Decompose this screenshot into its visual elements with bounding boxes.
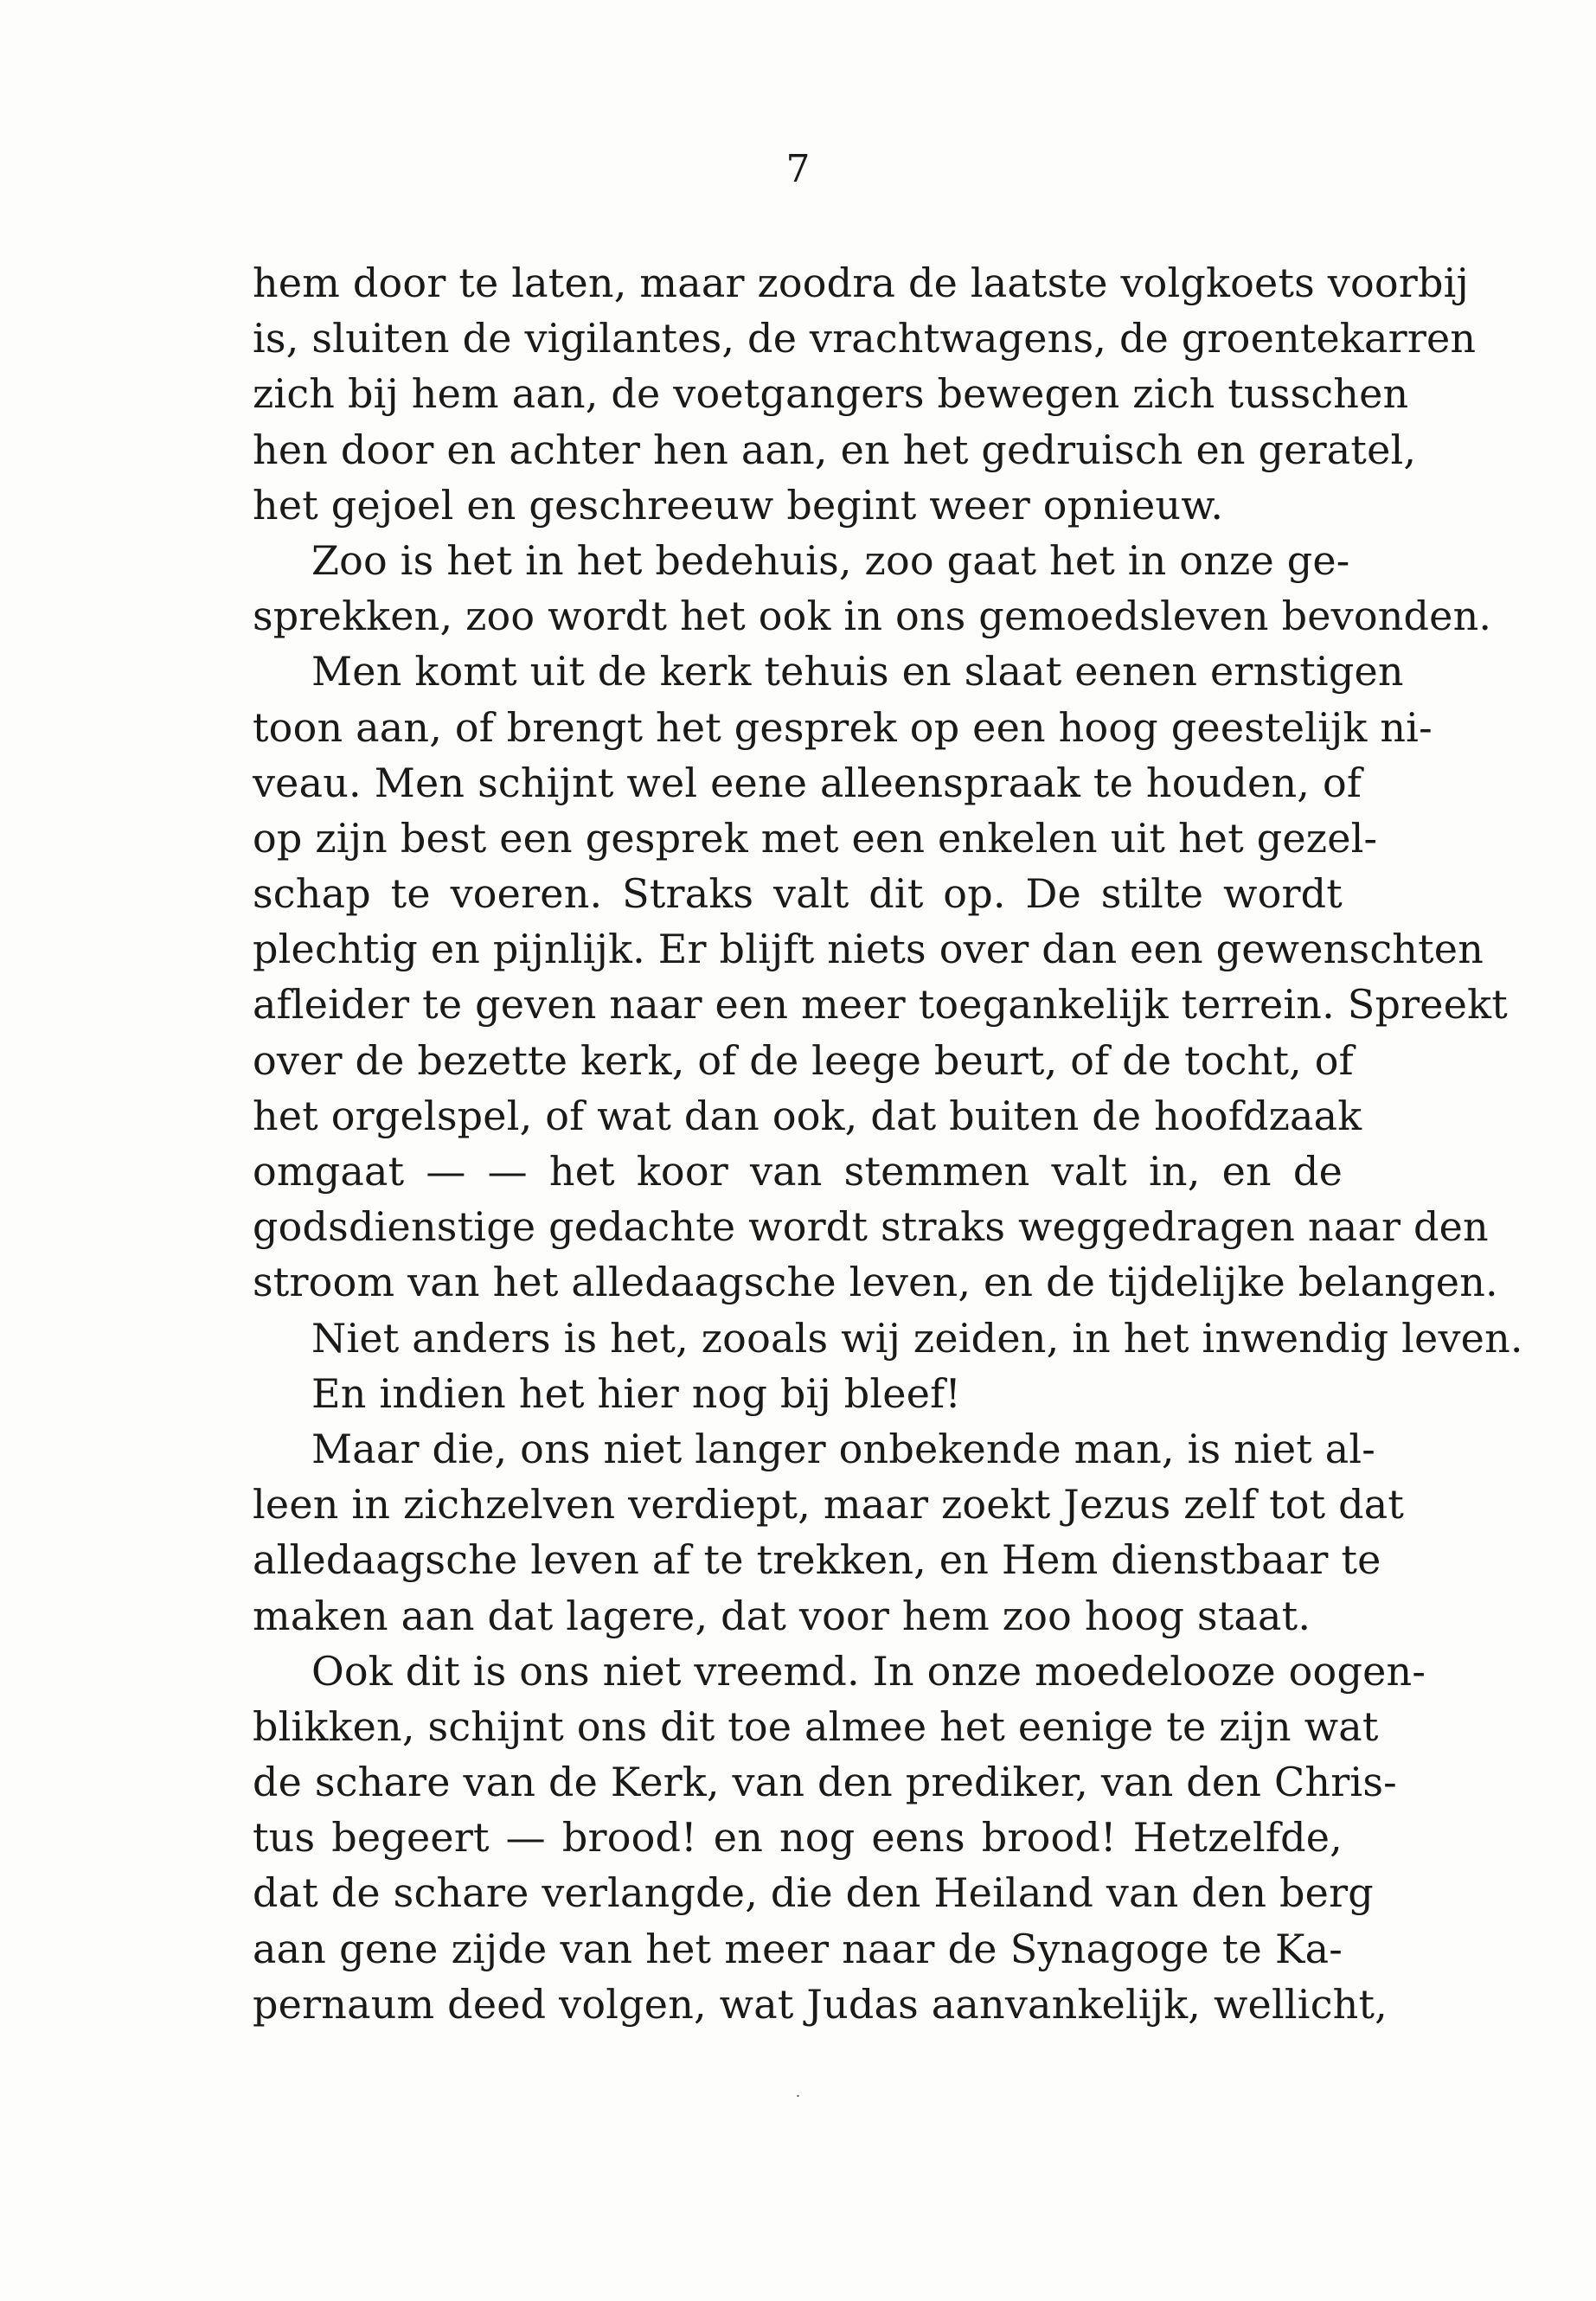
text-line: Men komt uit de kerk tehuis en slaat eenen ernstigen [311, 648, 1404, 695]
text-line: sprekken, zoo wordt het ook in ons gemoedsleven bevonden. [253, 593, 1492, 640]
text-line: dat de schare verlangde, die den Heiland van den berg [253, 1869, 1374, 1917]
text-line: blikken, schijnt ons dit toe almee het eenige te zijn wat [253, 1702, 1379, 1750]
text-line: pernaum deed volgen, wat Judas aanvankelijk, wellicht, [253, 1980, 1388, 2028]
text-line: tus begeert — brood! en nog eens brood! Hetzelfde, [253, 1814, 1343, 1862]
text-line: hem door te laten, maar zoodra de laatste volgkoets voorbij [253, 260, 1469, 306]
text-line: hen door en achter hen aan, en het gedruisch en geratel, [253, 426, 1417, 473]
text-line: over de bezette kerk, of de leege beurt, of de tocht, of [253, 1036, 1354, 1084]
text-line: toon aan, of brengt het gesprek op een hoog geestelijk ni- [253, 703, 1433, 751]
text-line: omgaat — — het koor van stemmen valt in, en de [253, 1148, 1343, 1195]
text-line: godsdienstige gedachte wordt straks weggedragen naar den [253, 1203, 1489, 1251]
text-line: alledaagsche leven af te trekken, en Hem dienstbaar te [253, 1536, 1381, 1584]
text-line: is, sluiten de vigilantes, de vrachtwagens, de groentekarren [253, 315, 1477, 362]
text-line: maken aan dat lagere, dat voor hem zoo hoog staat. [253, 1592, 1311, 1639]
text-line: Zoo is het in het bedehuis, zoo gaat het in onze ge- [311, 536, 1350, 584]
text-line: leen in zichzelven verdiept, maar zoekt Jezus zelf tot dat [253, 1481, 1405, 1529]
body-text [253, 255, 1523, 2032]
text-line: Ook dit is ons niet vreemd. In onze moedelooze oogen- [311, 1647, 1426, 1695]
text-line: aan gene zijde van het meer naar de Synagoge te Ka- [253, 1925, 1343, 1972]
text-line: zich bij hem aan, de voetgangers bewegen zich tusschen [253, 370, 1409, 418]
text-line: het gejoel en geschreeuw begint weer opnieuw. [253, 481, 1224, 529]
text-line: Niet anders is het, zooals wij zeiden, in het inwendig leven. [311, 1314, 1523, 1362]
text-line: veau. Men schijnt wel eene alleenspraak te houden, of [253, 759, 1362, 806]
text-line: het orgelspel, of wat dan ook, dat buiten de hoofdzaak [253, 1092, 1362, 1139]
text-line: Maar die, ons niet langer onbekende man, is niet al- [311, 1425, 1376, 1472]
text-line: schap te voeren. Straks valt dit op. De stilte wordt [253, 870, 1343, 918]
text-line: afleider te geven naar een meer toegankelijk terrein. Spreekt [253, 981, 1508, 1029]
footer-mark: ˙ [793, 2092, 803, 2112]
text-line: stroom van het alledaagsche leven, en de tijdelijke belangen. [253, 1259, 1498, 1306]
text-line: plechtig en pijnlijk. Er blijft niets over dan een gewenschten [253, 926, 1484, 973]
text-line: En indien het hier nog bij bleef! [311, 1369, 962, 1417]
page-number: 7 [785, 147, 811, 191]
text-line: de schare van de Kerk, van den prediker, van den Chris- [253, 1759, 1397, 1806]
text-line: op zijn best een gesprek met een enkelen uit het gezel- [253, 814, 1378, 862]
